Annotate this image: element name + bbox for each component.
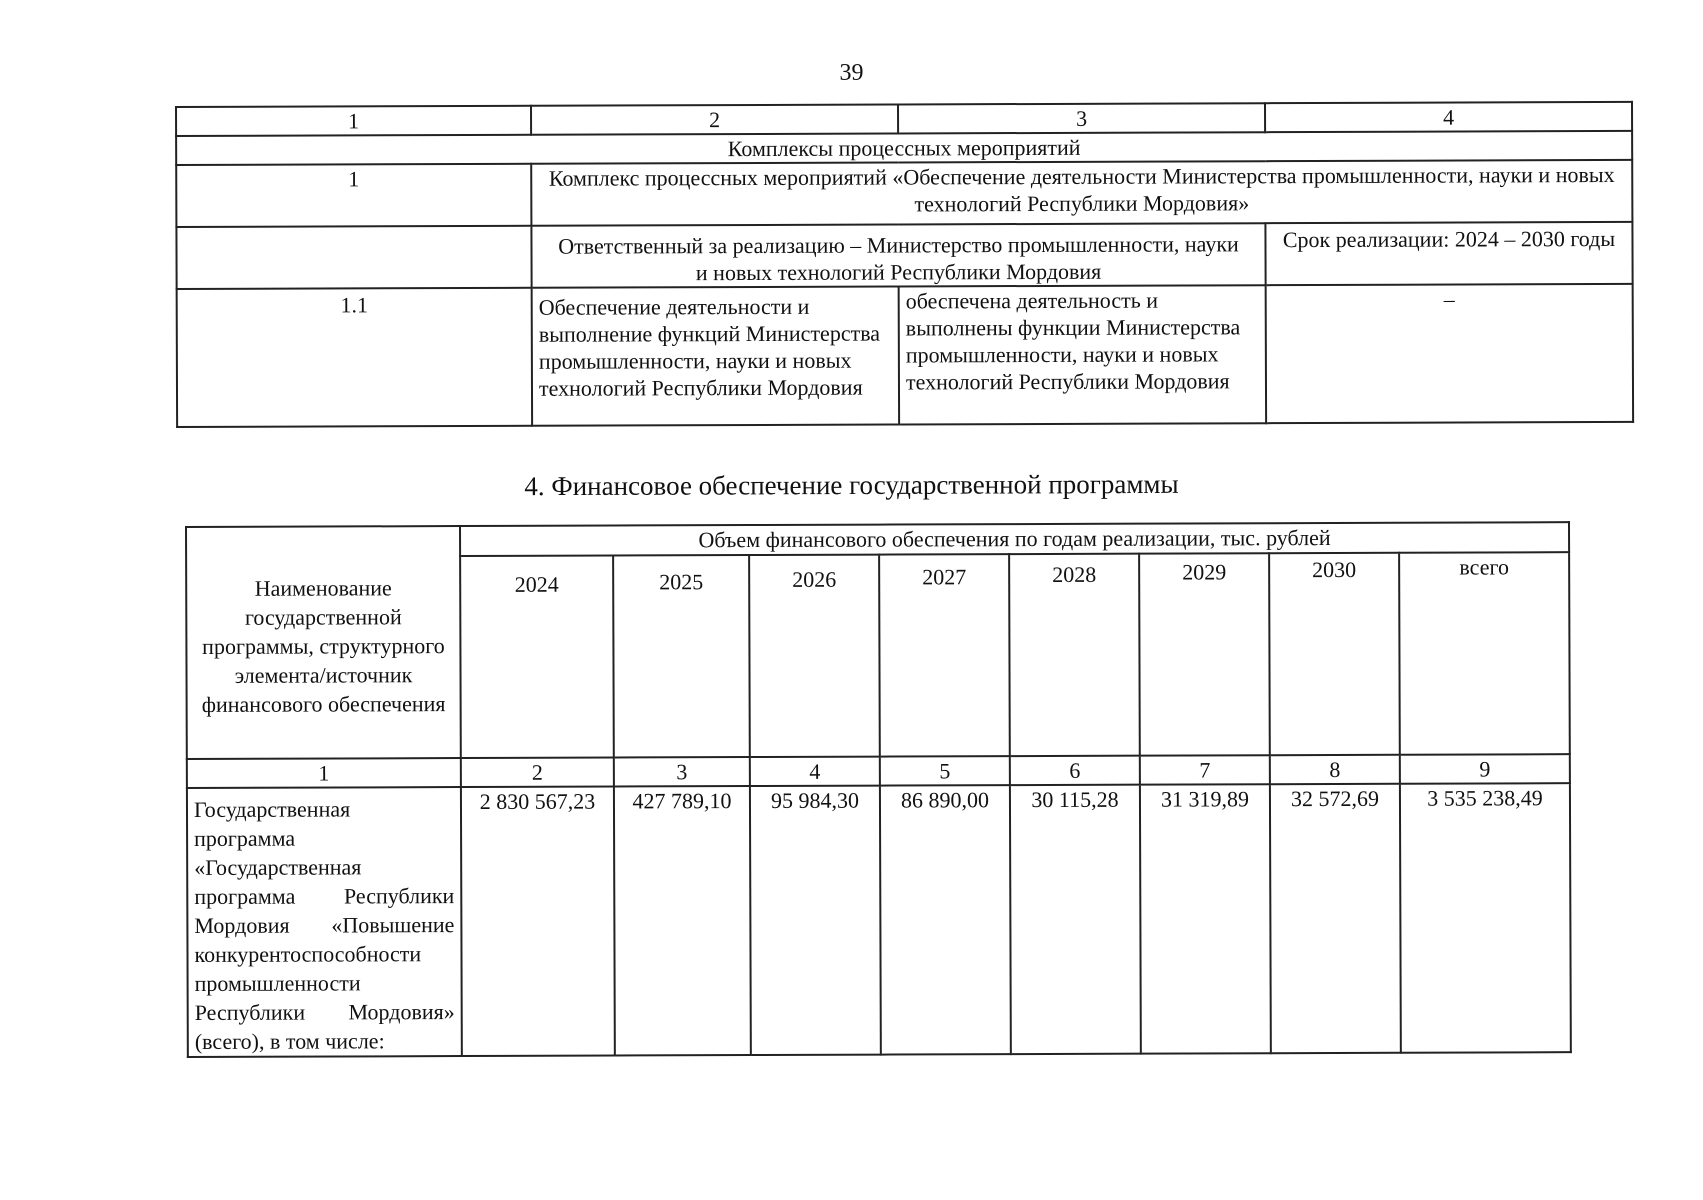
year-header: 2029 <box>1139 553 1270 755</box>
year-header: 2024 <box>460 556 614 759</box>
column-number-cell: 2 <box>461 758 614 788</box>
program-row <box>187 783 1571 1057</box>
page-number: 39 <box>839 60 864 86</box>
complexes-title: Комплексы процессных мероприятий <box>176 131 1632 165</box>
responsible-text: Ответственный за реализацию – Министерство промышленности, науки и новых технологий Республики Мордовия <box>531 223 1265 288</box>
column-number-cell: 1 <box>176 106 531 136</box>
year-header: 2030 <box>1269 553 1400 755</box>
total-value-cell: 3 535 238,49 <box>1400 783 1571 1053</box>
column-number-cell: 7 <box>1140 755 1270 784</box>
column-number-cell: 6 <box>1010 756 1140 785</box>
responsible-row <box>176 222 1632 289</box>
empty-cell <box>176 226 531 289</box>
value-cell: 31 319,89 <box>1140 784 1271 1053</box>
value-cell: 32 572,69 <box>1270 784 1401 1053</box>
value-cell: 427 789,10 <box>614 786 751 1055</box>
measure-row <box>177 284 1633 427</box>
column-number-cell: 3 <box>898 103 1265 133</box>
column-number-cell: 1 <box>187 758 461 788</box>
value-cell: 2 830 567,23 <box>461 787 615 1057</box>
column-number-cell: 4 <box>1265 102 1632 132</box>
term-text: Срок реализации: 2024 – 2030 годы <box>1265 222 1632 285</box>
name-header: Наименование государственной программы, структурного элемента/источник финансового обеспечения <box>186 526 461 759</box>
year-header: 2026 <box>749 555 880 757</box>
complex-title: Комплекс процессных мероприятий «Обеспечение деятельности Министерства промышленности, науки и новых технологий Республики Мордовия» <box>531 160 1632 226</box>
year-header: 2028 <box>1009 554 1140 756</box>
measure-result: обеспечена деятельность и выполнены функции Министерства промышленности, науки и новых технологий Республики Мордовия <box>899 285 1266 424</box>
financing-table <box>185 521 1572 1058</box>
value-cell: 30 115,28 <box>1010 785 1141 1054</box>
column-number-cell: 3 <box>614 757 750 786</box>
column-number-cell: 9 <box>1400 754 1570 784</box>
measure-task: Обеспечение деятельности и выполнение функций Министерства промышленности, науки и новых технологий Республики Мордовия <box>532 286 899 425</box>
process-measures-table <box>175 101 1634 428</box>
volume-header-row <box>186 522 1569 557</box>
program-name: Государственная программа «Государственная программа Республики Мордовия «Повышение конкурентоспособности промышленности Республики Мордовия» (всего), в том числе: <box>187 787 462 1057</box>
value-cell: 95 984,30 <box>750 786 881 1055</box>
year-header: 2027 <box>879 554 1010 756</box>
measure-link: – <box>1266 284 1633 423</box>
column-number-cell: 2 <box>531 104 898 134</box>
complex-row <box>176 160 1632 227</box>
section-title: 4. Финансовое обеспечение государственной программы <box>524 468 1179 502</box>
column-number-cell: 5 <box>880 756 1010 785</box>
column-number-cell: 8 <box>1270 755 1400 784</box>
column-number-cell: 4 <box>750 757 880 786</box>
year-header: 2025 <box>613 555 750 757</box>
volume-header: Объем финансового обеспечения по годам реализации, тыс. рублей <box>460 522 1569 556</box>
measure-number: 1.1 <box>177 288 532 427</box>
total-header: всего <box>1399 552 1570 755</box>
complex-number: 1 <box>176 164 531 227</box>
value-cell: 86 890,00 <box>880 785 1011 1054</box>
